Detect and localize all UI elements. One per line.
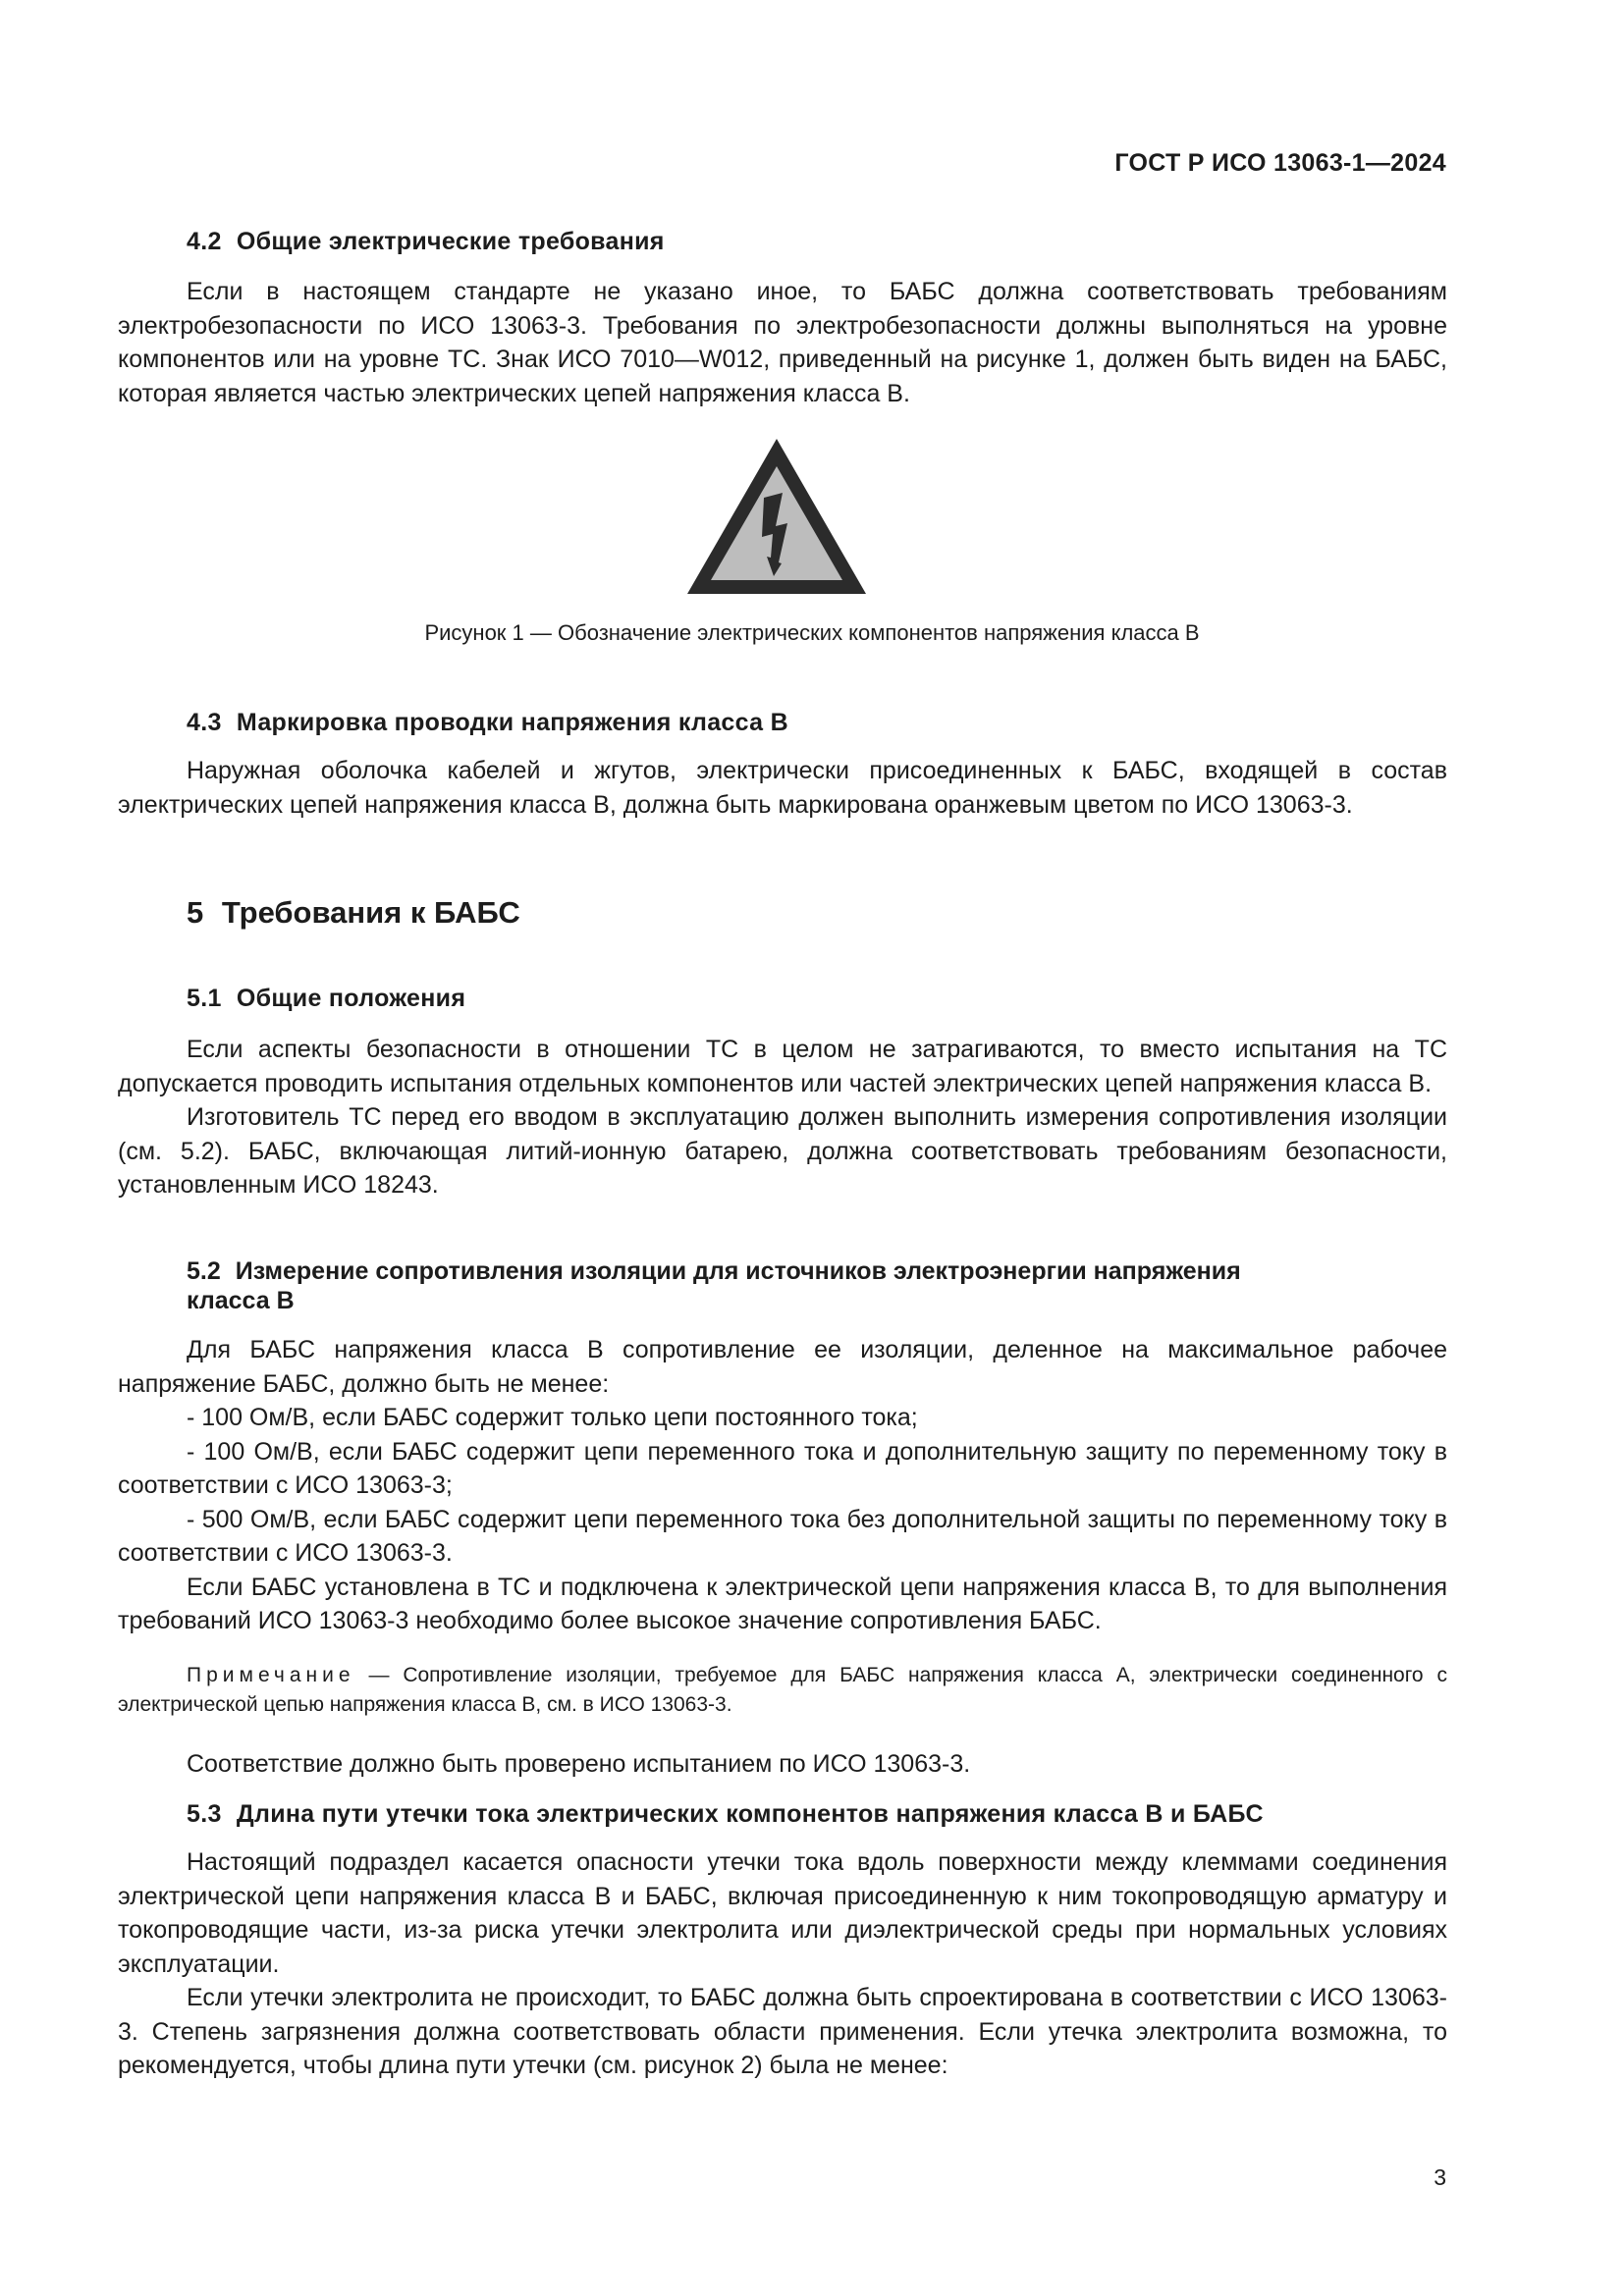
section-title-line-1: Измерение сопротивления изоляции для источников электроэнергии напряжения [235,1257,1241,1285]
paragraph: Если БАБС установлена в ТС и подключена к электрической цепи напряжения класса В, то для выполнения требований ИСО 13063-3 необходимо более высокое значение сопротивления БАБС. [118,1573,1447,1634]
note-label: Примечание [187,1664,355,1686]
section-4-3-body [118,754,1447,822]
section-5-1-heading [187,985,465,1013]
section-number: 5.2 [187,1257,221,1285]
section-number: 4.2 [187,228,222,255]
section-number: 5.1 [187,985,222,1012]
section-title-line-2: класса В [187,1287,295,1314]
paragraph: Если утечки электролита не происходит, то БАБС должна быть спроектирована в соответствии с ИСО 13063-3. Степень загрязнения должна соответствовать области применения. Если утечка электролита возможна, то рекомендуется, чтобы длина пути утечки (см. рисунок 2) была не менее: [118,1984,1447,2079]
note-text: — Сопротивление изоляции, требуемое для БАБС напряжения класса А, электрически соединенного с электрической цепью напряжения класса В, см. в ИСО 13063-3. [118,1664,1447,1716]
paragraph: Соответствие должно быть проверено испытанием по ИСО 13063-3. [187,1750,971,1778]
paragraph: Изготовитель ТС перед его вводом в эксплуатацию должен выполнить измерения сопротивления изоляции (см. 5.2). БАБС, включающая литий-ионную батарею, должна соответствовать требованиям безопасности, установленным ИСО 18243. [118,1103,1447,1199]
paragraph: Настоящий подраздел касается опасности утечки тока вдоль поверхности между клеммами соединения электрической цепи напряжения класса В и БАБС, включая присоединенную к ним токопроводящую арматуру и токопроводящие части, из-за риска утечки электролита или диэлектрической среды при нормальных условиях эксплуатации. [118,1848,1447,1978]
electrical-hazard-warning-icon [685,437,868,598]
section-number: 5 [187,895,204,930]
paragraph: Если в настоящем стандарте не указано иное, то БАБС должна соответствовать требованиям электробезопасности по ИСО 13063-3. Требования по электробезопасности должны выполняться на уровне компонентов или на уровне ТС. Знак ИСО 7010—W012, приведенный на рисунке 1, должен быть виден на БАБС, которая является частью электрических цепей напряжения класса В. [118,278,1447,407]
section-5-heading [187,895,520,931]
section-5-2-body [118,1333,1447,1638]
section-5-3-heading [187,1800,1264,1829]
section-5-2-heading [118,1256,1365,1315]
note [118,1661,1447,1720]
section-title: Маркировка проводки напряжения класса В [236,709,788,736]
paragraph: Если аспекты безопасности в отношении ТС в целом не затрагиваются, то вместо испытания на ТС допускается проводить испытания отдельных компонентов или частей электрических цепей напряжения класса В. [118,1036,1447,1097]
section-4-2-heading [187,228,665,256]
section-title: Общие положения [236,985,466,1012]
section-number: 5.3 [187,1800,222,1828]
section-5-1-body [118,1033,1447,1202]
list-item: - 500 Ом/В, если БАБС содержит цепи переменного тока без дополнительной защиты по переменному току в соответствии с ИСО 13063-3. [118,1505,1447,1567]
section-title: Длина пути утечки тока электрических компонентов напряжения класса В и БАБС [236,1800,1264,1828]
section-title: Общие электрические требования [236,228,665,255]
list-item: - 100 Ом/В, если БАБС содержит цепи переменного тока и дополнительную защиту по переменному току в соответствии с ИСО 13063-3; [118,1437,1447,1499]
page-number: 3 [1434,2164,1446,2190]
paragraph: Для БАБС напряжения класса В сопротивление ее изоляции, деленное на максимальное рабочее напряжение БАБС, должно быть не менее: [118,1336,1447,1398]
paragraph: Наружная оболочка кабелей и жгутов, электрически присоединенных к БАБС, входящей в состав электрических цепей напряжения класса В, должна быть маркирована оранжевым цветом по ИСО 13063-3. [118,757,1447,819]
figure-1-caption: Рисунок 1 — Обозначение электрических компонентов напряжения класса В [424,620,1200,645]
section-number: 4.3 [187,709,222,736]
list-item: - 100 Ом/В, если БАБС содержит только цепи постоянного тока; [187,1404,918,1431]
document-code: ГОСТ Р ИСО 13063-1—2024 [1114,149,1446,177]
section-title: Требования к БАБС [221,895,520,930]
section-5-3-body [118,1845,1447,2083]
section-4-2-body [118,275,1447,410]
section-5-2-conformity [118,1747,1447,1782]
section-4-3-heading [187,709,788,737]
